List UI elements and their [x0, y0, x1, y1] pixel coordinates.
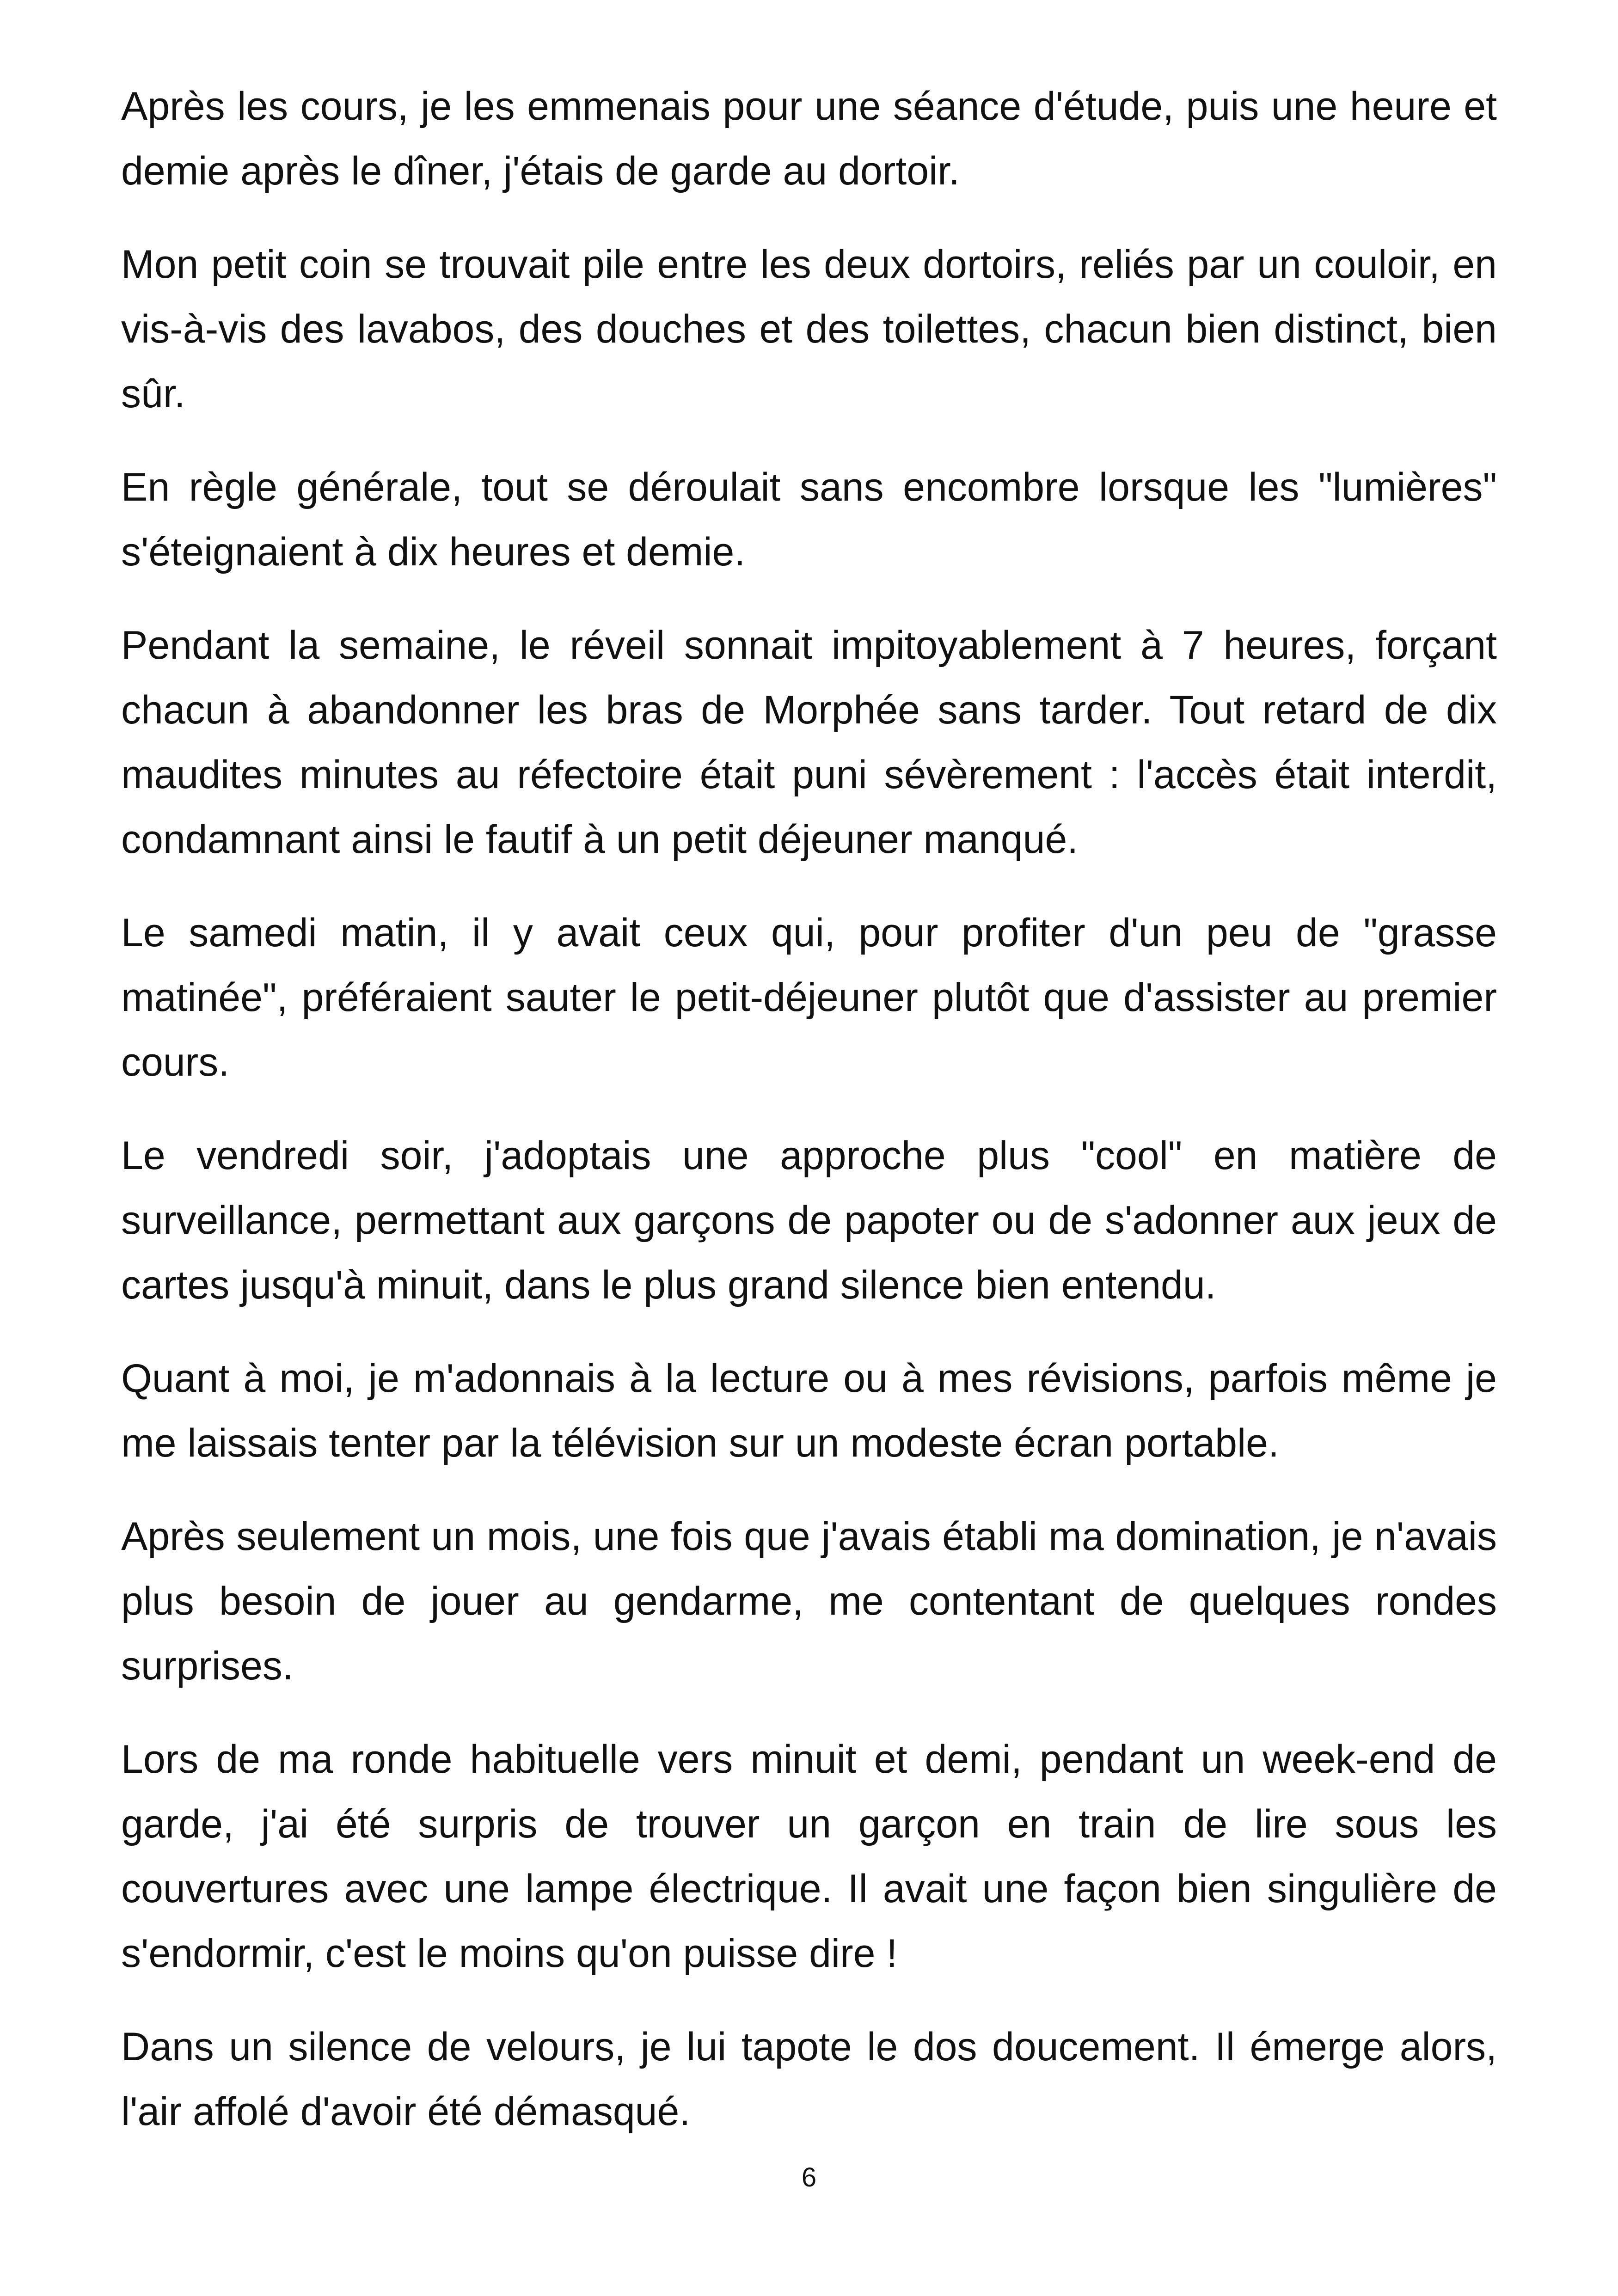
paragraph: Quant à moi, je m'adonnais à la lecture ou à mes révisions, parfois même je me laissais tenter par la télévision sur un modeste écran portable. [121, 1356, 1497, 1465]
body-text [121, 74, 1497, 2144]
paragraph: Après les cours, je les emmenais pour une séance d'étude, puis une heure et demie après le dîner, j'étais de garde au dortoir. [121, 84, 1497, 193]
paragraph: Après seulement un mois, une fois que j'avais établi ma domination, je n'avais plus besoin de jouer au gendarme, me contentant de quelques rondes surprises. [121, 1514, 1497, 1688]
paragraph: Mon petit coin se trouvait pile entre les deux dortoirs, reliés par un couloir, en vis-à-vis des lavabos, des douches et des toilettes, chacun bien distinct, bien sûr. [121, 242, 1497, 416]
paragraph: Le samedi matin, il y avait ceux qui, pour profiter d'un peu de "grasse matinée", préféraient sauter le petit-déjeuner plutôt que d'assister au premier cours. [121, 911, 1497, 1084]
paragraph: En règle générale, tout se déroulait sans encombre lorsque les "lumières" s'éteignaient à dix heures et demie. [121, 465, 1497, 574]
page-number: 6 [801, 2162, 817, 2192]
paragraph: Lors de ma ronde habituelle vers minuit et demi, pendant un week-end de garde, j'ai été surpris de trouver un garçon en train de lire sous les couvertures avec une lampe électrique. Il avait une façon bien singulière de s'endormir, c'est le moins qu'on puisse dire ! [121, 1737, 1497, 1976]
paragraph: Dans un silence de velours, je lui tapote le dos doucement. Il émerge alors, l'air affolé d'avoir été démasqué. [121, 2025, 1497, 2134]
paragraph: Le vendredi soir, j'adoptais une approche plus "cool" en matière de surveillance, permettant aux garçons de papoter ou de s'adonner aux jeux de cartes jusqu'à minuit, dans le plus grand silence bien entendu. [121, 1133, 1497, 1307]
paragraph: Pendant la semaine, le réveil sonnait impitoyablement à 7 heures, forçant chacun à abandonner les bras de Morphée sans tarder. Tout retard de dix maudites minutes au réfectoire était puni sévèrement : l'accès était interdit, condamnant ainsi le fautif à un petit déjeuner manqué. [121, 623, 1497, 862]
